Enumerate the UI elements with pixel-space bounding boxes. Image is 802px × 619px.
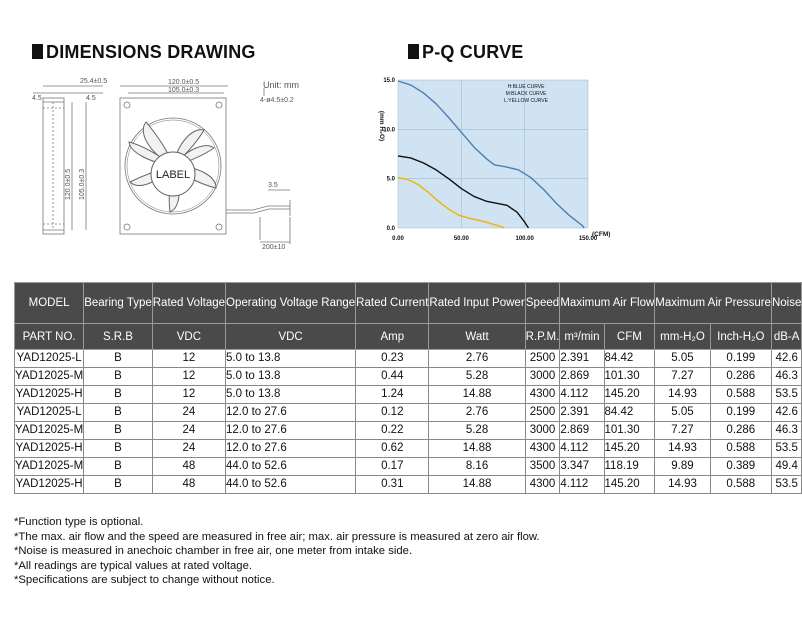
table-cell: 53.5 (771, 386, 801, 404)
unit-inchh2o: Inch-H₂O (710, 324, 771, 350)
table-cell: B (84, 422, 153, 440)
table-cell: 145.20 (604, 440, 655, 458)
table-cell: YAD12025-H (15, 476, 84, 494)
table-unit-row (15, 324, 802, 350)
table-cell: 14.88 (429, 476, 525, 494)
table-cell: 12 (152, 368, 225, 386)
header-rated-voltage: Rated Voltage (152, 283, 225, 324)
table-cell: 9.89 (655, 458, 710, 476)
table-cell: 5.0 to 13.8 (226, 350, 356, 368)
table-cell: 0.588 (710, 386, 771, 404)
dimensions-title: DIMENSIONS DRAWING (32, 42, 256, 63)
table-header-row (15, 283, 802, 324)
table-cell: 49.4 (771, 458, 801, 476)
table-cell: 5.28 (429, 422, 525, 440)
y-tick-label: 10.0 (383, 127, 395, 134)
table-cell: 12.0 to 27.6 (226, 404, 356, 422)
table-cell: 4.112 (560, 440, 604, 458)
table-cell: 5.28 (429, 368, 525, 386)
table-cell: YAD12025-M (15, 368, 84, 386)
table-cell: 44.0 to 52.6 (226, 476, 356, 494)
table-cell: 2.76 (429, 350, 525, 368)
table-cell: 4.112 (560, 476, 604, 494)
table-cell: 0.199 (710, 350, 771, 368)
table-cell: 145.20 (604, 386, 655, 404)
dimensions-drawing (28, 72, 328, 254)
table-cell: 12.0 to 27.6 (226, 422, 356, 440)
table-cell: 4300 (525, 440, 560, 458)
table-cell: 53.5 (771, 476, 801, 494)
table-cell: 0.389 (710, 458, 771, 476)
table-cell: B (84, 350, 153, 368)
notes (14, 515, 540, 588)
table-cell: B (84, 476, 153, 494)
x-tick-label: 150.00 (578, 236, 598, 242)
table-cell: 14.93 (655, 386, 710, 404)
unit-cfm: CFM (604, 324, 655, 350)
header-noise: Noise (771, 283, 801, 324)
table-cell: 46.3 (771, 368, 801, 386)
holes-label: 4-ø4.5±0.2 (260, 97, 294, 104)
x-axis-label: (CFM) (592, 231, 611, 238)
table-cell: 0.199 (710, 404, 771, 422)
table-cell: 2.76 (429, 404, 525, 422)
table-cell: 4.112 (560, 386, 604, 404)
side-flange2-label: 4.5 (86, 95, 96, 102)
table-row (15, 368, 802, 386)
unit-vdc-range: VDC (226, 324, 356, 350)
hole-spacing-label: 105.0±0.3 (168, 87, 200, 94)
table-cell: 2.391 (560, 404, 604, 422)
table-cell: 2500 (525, 404, 560, 422)
table-cell: 2.391 (560, 350, 604, 368)
table-cell: 24 (152, 422, 225, 440)
header-bearing: Bearing Type (84, 283, 153, 324)
table-row (15, 476, 802, 494)
table-cell: 48 (152, 476, 225, 494)
table-cell: 3.347 (560, 458, 604, 476)
table-cell: 5.05 (655, 404, 710, 422)
table-cell: 84.42 (604, 404, 655, 422)
table-cell: 5.05 (655, 350, 710, 368)
unit-vdc: VDC (152, 324, 225, 350)
table-cell: 0.62 (356, 440, 429, 458)
table-cell: 1.24 (356, 386, 429, 404)
table-cell: 42.6 (771, 350, 801, 368)
table-cell: 0.286 (710, 422, 771, 440)
table-cell: 4300 (525, 386, 560, 404)
table-cell: 4300 (525, 476, 560, 494)
y-tick-label: 15.0 (383, 78, 395, 84)
table-cell: B (84, 458, 153, 476)
x-tick-label: 0.00 (392, 236, 404, 242)
table-cell: 48 (152, 458, 225, 476)
header-speed: Speed (525, 283, 560, 324)
table-cell: YAD12025-L (15, 404, 84, 422)
table-cell: 12.0 to 27.6 (226, 440, 356, 458)
table-cell: B (84, 386, 153, 404)
unit-dba: dB-A (771, 324, 801, 350)
header-air-flow: Maximum Air Flow (560, 283, 655, 324)
table-cell: 118.19 (604, 458, 655, 476)
note: *Noise is measured in anechoic chamber in free air, one meter from intake side. (14, 545, 413, 558)
table-cell: YAD12025-H (15, 440, 84, 458)
table-cell: 2.869 (560, 422, 604, 440)
table-cell: 5.0 to 13.8 (226, 386, 356, 404)
table-cell: 24 (152, 440, 225, 458)
table-cell: 14.88 (429, 440, 525, 458)
table-cell: YAD12025-H (15, 386, 84, 404)
note: *Function type is optional. (14, 516, 144, 528)
pq-chart (360, 72, 620, 252)
table-cell: B (84, 368, 153, 386)
table-cell: 101.30 (604, 368, 655, 386)
table-cell: 14.93 (655, 440, 710, 458)
unit-part-no: PART NO. (15, 324, 84, 350)
table-cell: YAD12025-L (15, 350, 84, 368)
pq-curve-title: P-Q CURVE (408, 42, 524, 63)
table-cell: 0.588 (710, 440, 771, 458)
legend-l: L:YELLOW CURVE (504, 98, 548, 104)
table-cell: 2500 (525, 350, 560, 368)
top-width-label: 120.0±0.5 (168, 79, 200, 86)
table-cell: 3000 (525, 368, 560, 386)
table-row (15, 350, 802, 368)
y-axis-label: (mm H₂O) (378, 110, 385, 142)
table-cell: 0.44 (356, 368, 429, 386)
unit-m3min: m³/min (560, 324, 604, 350)
legend-h: H:BLUE CURVE (507, 84, 545, 90)
header-model: MODEL (15, 283, 84, 324)
table-cell: 5.0 to 13.8 (226, 368, 356, 386)
unit-srb: S.R.B (84, 324, 153, 350)
table-cell: 0.12 (356, 404, 429, 422)
table-cell: 145.20 (604, 476, 655, 494)
table-row (15, 386, 802, 404)
table-row (15, 440, 802, 458)
lead-length-label: 200±10 (262, 244, 286, 251)
table-cell: 2.869 (560, 368, 604, 386)
table-cell: 24 (152, 404, 225, 422)
table-cell: 3500 (525, 458, 560, 476)
table-cell: 12 (152, 350, 225, 368)
table-cell: 0.31 (356, 476, 429, 494)
unit-amp: Amp (356, 324, 429, 350)
table-cell: 42.6 (771, 404, 801, 422)
table-cell: 0.22 (356, 422, 429, 440)
table-cell: 84.42 (604, 350, 655, 368)
table-cell: 3000 (525, 422, 560, 440)
unit-watt: Watt (429, 324, 525, 350)
note: *All readings are typical values at rated voltage. (14, 559, 252, 572)
unit-label: Unit: mm (263, 80, 299, 90)
table-cell: 0.23 (356, 350, 429, 368)
table-cell: B (84, 404, 153, 422)
y-tick-label: 0.0 (386, 226, 395, 232)
table-cell: 14.88 (429, 386, 525, 404)
table-cell: 0.588 (710, 476, 771, 494)
header-rated-current: Rated Current (356, 283, 429, 324)
spec-table (14, 282, 802, 494)
square-bullet-icon (408, 44, 419, 59)
table-row (15, 422, 802, 440)
table-cell: 53.5 (771, 440, 801, 458)
table-cell: 8.16 (429, 458, 525, 476)
side-hole-spacing-label: 105.0±0.3 (79, 168, 86, 200)
table-cell: B (84, 440, 153, 458)
table-row (15, 404, 802, 422)
unit-rpm: R.P.M. (525, 324, 560, 350)
note: *Specifications are subject to change without notice. (14, 574, 275, 587)
table-cell: 0.286 (710, 368, 771, 386)
side-flange-label: 4.5 (32, 95, 42, 102)
table-row (15, 458, 802, 476)
unit-mmh2o: mm-H₂O (655, 324, 710, 350)
side-height-label: 120.0±0.5 (65, 168, 72, 200)
note: *The max. air flow and the speed are measured in free air; max. air pressure is measured at zero air flow. (14, 530, 540, 543)
header-operating-range: Operating Voltage Range (226, 283, 356, 324)
table-cell: 44.0 to 52.6 (226, 458, 356, 476)
side-width-label: 25.4±0.5 (80, 78, 108, 85)
wire-dim-label: 3.5 (268, 182, 278, 189)
hub-label: LABEL (155, 169, 191, 181)
header-input-power: Rated Input Power (429, 283, 525, 324)
legend-m: M:BLACK CURVE (505, 91, 547, 97)
table-cell: 7.27 (655, 368, 710, 386)
table-cell: YAD12025-M (15, 422, 84, 440)
table-cell: 14.93 (655, 476, 710, 494)
table-cell: 46.3 (771, 422, 801, 440)
x-tick-label: 50.00 (453, 236, 469, 242)
table-cell: YAD12025-M (15, 458, 84, 476)
table-cell: 101.30 (604, 422, 655, 440)
table-cell: 12 (152, 386, 225, 404)
table-cell: 0.17 (356, 458, 429, 476)
square-bullet-icon (32, 44, 43, 59)
y-tick-label: 5.0 (386, 176, 395, 183)
table-cell: 7.27 (655, 422, 710, 440)
x-tick-label: 100.00 (515, 236, 534, 242)
header-air-pressure: Maximum Air Pressure (655, 283, 772, 324)
